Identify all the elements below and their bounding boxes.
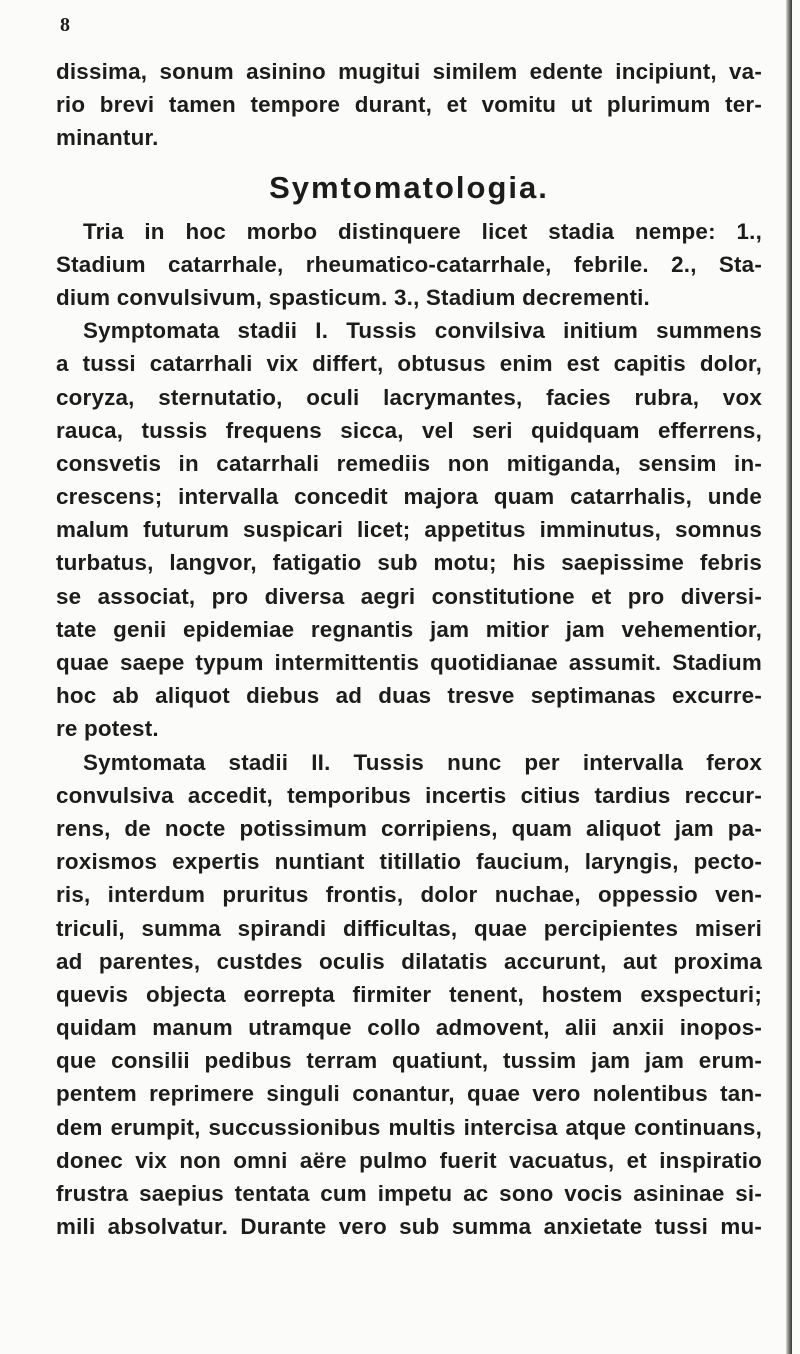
section-heading: Symtomatologia. [269,169,549,205]
paragraph-intro [56,55,762,155]
text-line: rio brevi tamen tempore durant, et vomitu ut plurimum ter- [56,92,762,118]
text-line: donec vix non omni aëre pulmo fuerit vacuatus, et inspiratio [56,1147,762,1173]
text-line: dem erumpit, succussionibus multis intercisa atque continuans, [56,1114,762,1140]
text-line: roxismos expertis nuntiant titillatio faucium, laryngis, pecto- [56,849,762,875]
text-line: pentem reprimere singuli conantur, quae vero nolentibus tan- [56,1081,762,1107]
paragraph-stadia [56,215,762,315]
text-line: coryza, sternutatio, oculi lacrymantes, facies rubra, vox [56,384,762,410]
text-line: dissima, sonum asinino mugitui similem edente incipiunt, va- [56,59,762,84]
text-line: turbatus, langvor, fatigatio sub motu; his saepissime febris [56,550,762,576]
text-line: tate genii epidemiae regnantis jam mitior jam vehementior, [56,616,762,642]
text-line: rauca, tussis frequens sicca, vel seri quidquam efferrens, [56,417,762,443]
text-line: malum futurum suspicari licet; appetitus imminutus, somnus [56,517,762,543]
text-line: quae saepe typum intermittentis quotidianae assumit. Stadium [56,650,762,675]
page-number: 8 [60,14,70,36]
text-line: triculi, summa spirandi difficultas, quae percipientes miseri [56,915,762,941]
text-line: convulsiva accedit, temporibus incertis citius tardius reccur- [56,782,762,808]
text-line: dium convulsivum, spasticum. 3., Stadium decrementi. [56,284,650,310]
text-line: crescens; intervalla concedit majora quam catarrhalis, unde [56,484,762,510]
text-line: hoc ab aliquot diebus ad duas tresve septimanas excurre- [56,683,762,709]
text-line: minantur. [56,125,159,151]
text-line: se associat, pro diversa aegri constitutione et pro diversi- [56,583,762,609]
text-line: rens, de nocte potissimum corripiens, quam aliquot jam pa- [56,815,762,841]
text-line: Stadium catarrhale, rheumatico-catarrhale, febrile. 2., Sta- [56,251,762,277]
book-spine-edge [786,0,792,1354]
page-text [56,55,762,1243]
text-line: frustra saepius tentata cum impetu ac sono vocis asininae si- [56,1181,762,1206]
text-line: Tria in hoc morbo distinquere licet stadia nempe: 1., [83,218,762,244]
text-line: ris, interdum pruritus frontis, dolor nuchae, oppessio ven- [56,882,762,908]
text-line: quidam manum utramque collo admovent, alii anxii inopos- [56,1015,762,1041]
text-line: a tussi catarrhali vix differt, obtusus enim est capitis dolor, [56,351,762,377]
paragraph-stadium-two [56,746,762,1244]
text-line: re potest. [56,716,159,742]
text-line: ad parentes, custdes oculis dilatatis accurunt, aut proxima [56,948,762,974]
paragraph-stadium-one [56,314,762,745]
text-line: consvetis in catarrhali remediis non mitiganda, sensim in- [56,450,762,476]
text-line: Symptomata stadii I. Tussis convilsiva initium summens [83,318,762,344]
text-line: quevis objecta eorrepta firmiter tenent, hostem exspecturi; [56,981,762,1007]
text-line: que consilii pedibus terram quatiunt, tussim jam jam erum- [56,1048,762,1074]
text-line: mili absolvatur. Durante vero sub summa anxietate tussi mu- [56,1214,762,1240]
text-line: Symtomata stadii II. Tussis nunc per intervalla ferox [83,749,762,775]
